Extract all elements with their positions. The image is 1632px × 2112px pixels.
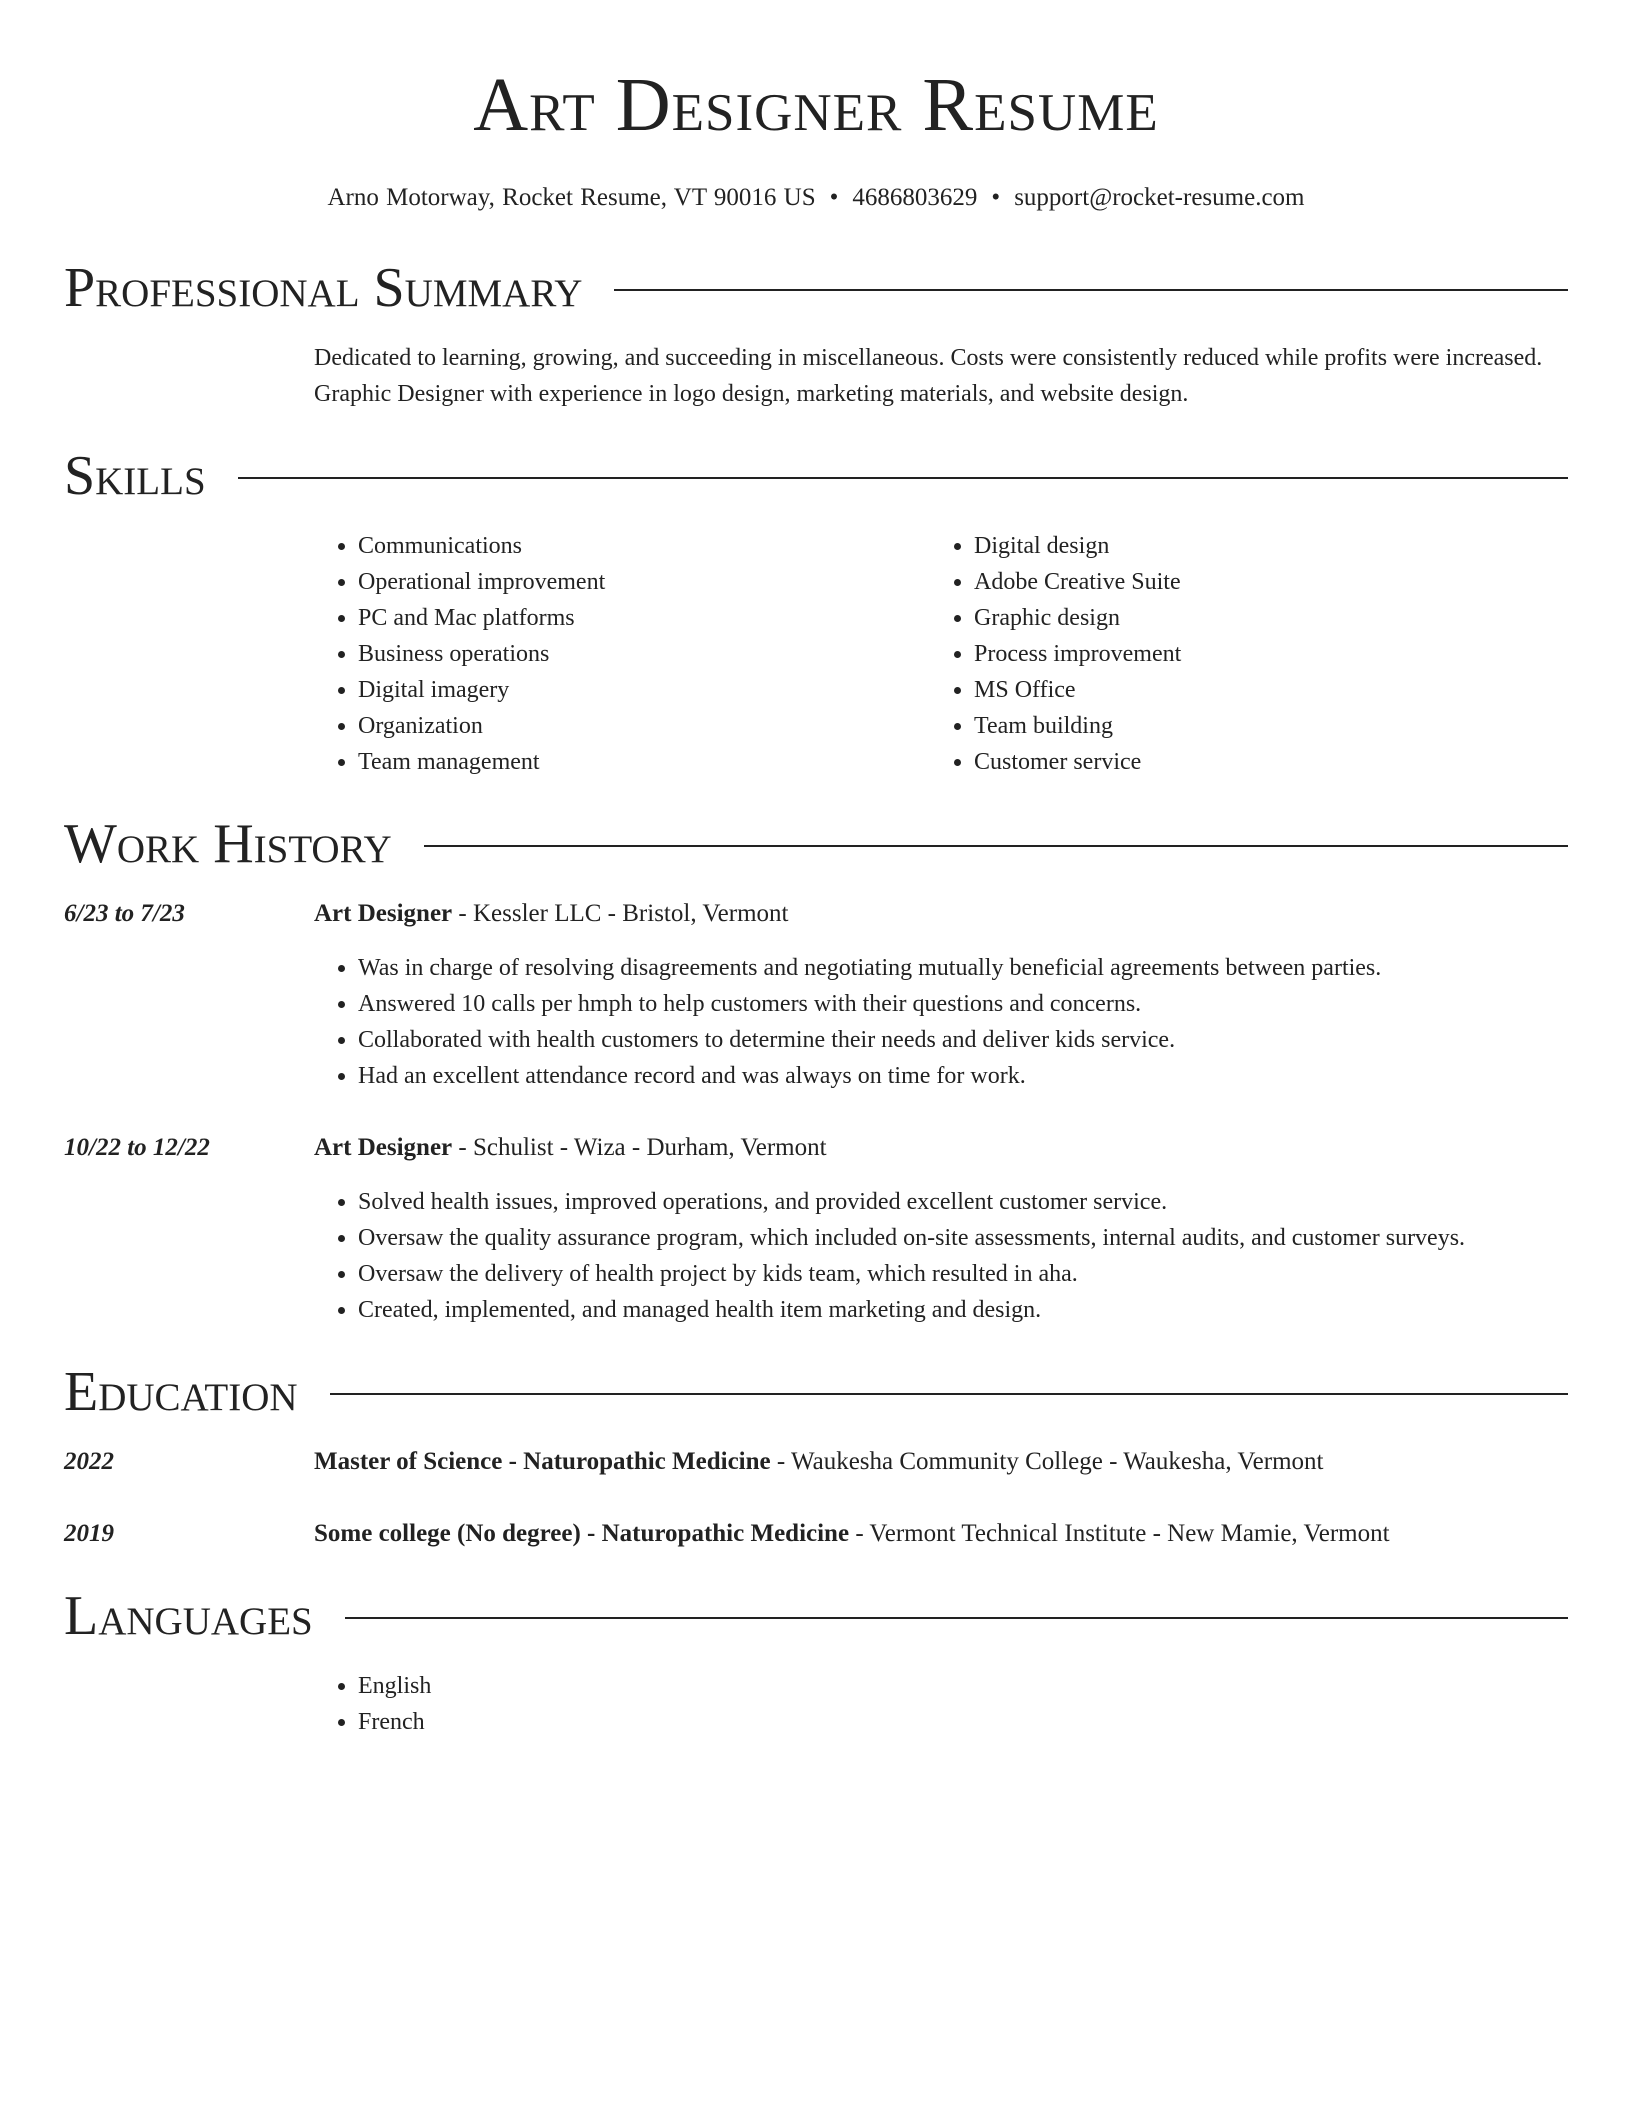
education-year: 2022 [64,1448,114,1475]
section-divider [238,477,1568,479]
contact-email: support@rocket-resume.com [1014,184,1305,211]
job-bullet: • Created, implemented, and managed health item marketing and design. [358,1292,1465,1328]
resume-title: Art Designer Resume [473,63,1159,147]
skill-item: • Communications [358,528,930,564]
education-heading: Education [64,1361,298,1423]
skills-list [314,528,1568,780]
education-degree: Some college (No degree) - Naturopathic Medicine [314,1520,850,1547]
job-bullet: • Solved health issues, improved operations, and provided excellent customer service. [358,1184,1465,1220]
skill-item: • PC and Mac platforms [358,600,930,636]
job-header [314,896,1381,932]
skill-item: • Team management [358,744,930,780]
work-heading: Work History [64,813,392,875]
skill-item: • MS Office [974,672,1546,708]
skill-item: • Adobe Creative Suite [974,564,1546,600]
skills-column-right [930,528,1546,780]
summary-heading: Professional Summary [64,257,583,319]
skills-column-left [314,528,930,780]
job-dates: 10/22 to 12/22 [64,1134,210,1161]
summary-text: Dedicated to learning, growing, and succeeding in miscellaneous. Costs were consistently reduced while profits were increased. Graphic Designer with experience in logo design, marketing materials, and website design. [314,345,1543,407]
job-bullet: • Answered 10 calls per hmph to help customers with their questions and concerns. [358,986,1381,1022]
languages-heading: Languages [64,1585,313,1647]
job-details: - Schulist - Wiza - Durham, Vermont [452,1134,827,1161]
language-item: • English [358,1668,1568,1704]
job-content [314,1130,1465,1328]
job-bullet: • Had an excellent attendance record and was always on time for work. [358,1058,1381,1094]
skills-heading: Skills [64,445,206,507]
job-dates: 6/23 to 7/23 [64,900,185,927]
skill-item: • Digital design [974,528,1546,564]
languages-list [314,1668,1568,1740]
education-entry [64,1516,1568,1552]
job-entry [64,896,1568,1094]
job-bullet: • Was in charge of resolving disagreements and negotiating mutually beneficial agreements between parties. [358,950,1381,986]
skill-item: • Business operations [358,636,930,672]
job-bullets [314,1184,1465,1328]
job-bullets [314,950,1381,1094]
job-title: Art Designer [314,900,453,927]
section-divider [424,845,1568,847]
job-details: - Kessler LLC - Bristol, Vermont [452,900,789,927]
job-bullet: • Oversaw the quality assurance program, which included on-site assessments, internal audits, and customer surveys. [358,1220,1465,1256]
skill-item: • Customer service [974,744,1546,780]
skill-item: • Organization [358,708,930,744]
skill-item: • Digital imagery [358,672,930,708]
skill-item: • Operational improvement [358,564,930,600]
job-content [314,896,1381,1094]
job-entry [64,1130,1568,1328]
education-header [314,1444,1323,1480]
education-details: - Waukesha Community College - Waukesha, Vermont [770,1448,1324,1475]
work-section-header [64,810,1568,878]
education-header [314,1516,1390,1552]
education-year: 2019 [64,1520,114,1547]
job-bullet: • Oversaw the delivery of health project by kids team, which resulted in aha. [358,1256,1465,1292]
languages-section-header [64,1582,1568,1650]
education-details: - Vermont Technical Institute - New Mamie, Vermont [849,1520,1390,1547]
section-divider [345,1617,1568,1619]
language-item: • French [358,1704,1568,1740]
contact-separator: • [991,184,1001,211]
summary-section-header [64,254,1568,322]
job-header [314,1130,1465,1166]
education-section-header [64,1358,1568,1426]
section-divider [330,1393,1568,1395]
skill-item: • Process improvement [974,636,1546,672]
contact-line [64,182,1568,214]
job-bullet: • Collaborated with health customers to determine their needs and deliver kids service. [358,1022,1381,1058]
education-degree: Master of Science - Naturopathic Medicine [314,1448,771,1475]
contact-separator: • [829,184,839,211]
section-divider [614,289,1568,291]
job-title: Art Designer [314,1134,453,1161]
skill-item: • Team building [974,708,1546,744]
contact-phone: 4686803629 [852,184,978,211]
contact-address: Arno Motorway, Rocket Resume, VT 90016 US [327,184,816,211]
skill-item: • Graphic design [974,600,1546,636]
education-entry [64,1444,1568,1480]
skills-section-header [64,442,1568,510]
